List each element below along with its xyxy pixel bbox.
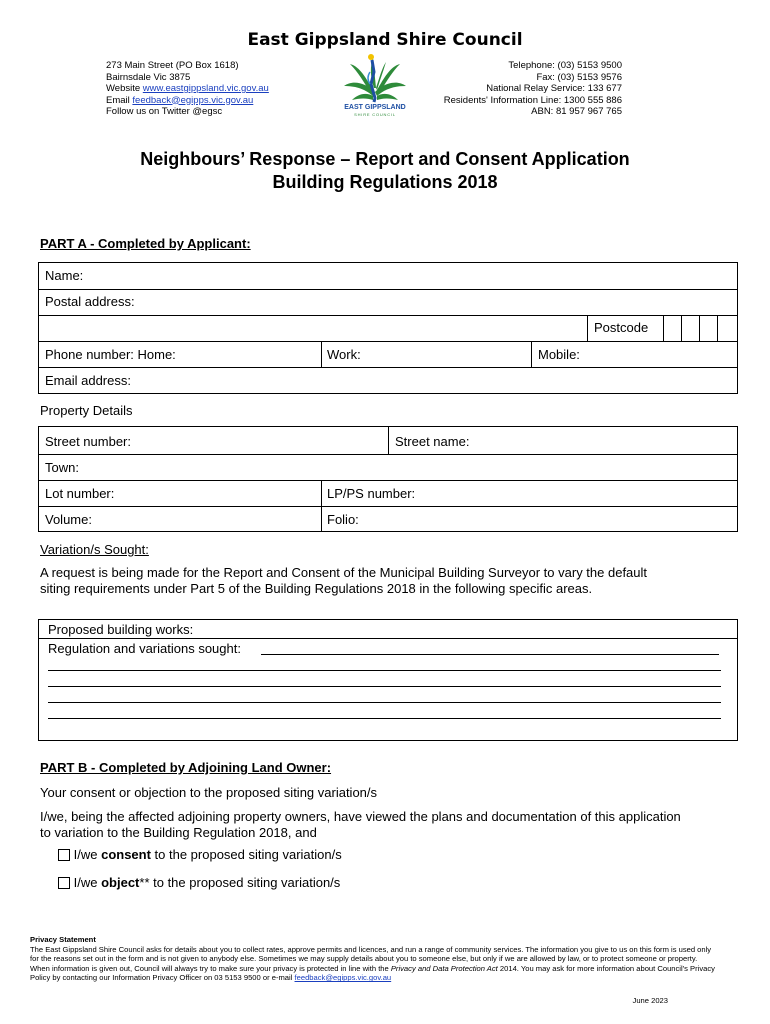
variations-heading: Variation/s Sought:	[40, 542, 149, 557]
title-line1: Neighbours’ Response – Report and Consent Application	[140, 149, 630, 169]
lot-number-label: Lot number:	[45, 486, 115, 501]
document-title	[0, 148, 770, 194]
privacy-statement	[30, 935, 720, 983]
object-checkbox[interactable]	[58, 877, 70, 889]
address-line2: Bairnsdale Vic 3875	[106, 71, 191, 83]
website-line	[106, 83, 269, 95]
object-option[interactable]	[58, 875, 340, 890]
work-label: Work:	[327, 347, 361, 362]
logo-subtext: SHIRE COUNCIL	[354, 112, 396, 117]
logo-text: EAST GIPPSLAND	[344, 104, 406, 111]
twitter-line: Follow us on Twitter @egsc	[106, 106, 223, 117]
regulation-line[interactable]	[48, 686, 721, 687]
privacy-text2b: 2014. You may ask for more information about Council's Privacy Policy by contacting our Information Privacy Officer on 03 5153 9500 or e-mail	[30, 963, 715, 983]
council-contact	[444, 60, 622, 118]
consent-pre: I/we	[73, 847, 102, 862]
part-b-heading: PART B - Completed by Adjoining Land Owner:	[40, 760, 332, 775]
proposed-works-label: Proposed building works:	[48, 622, 194, 637]
property-form	[38, 426, 738, 532]
mobile-label: Mobile:	[538, 347, 580, 362]
privacy-text1: The East Gippsland Shire Council asks for details about you to collect rates, approve permits and licences, and run a range of community services. The information you give to us on this form is used only for the reasons set out in the form and is not given to anybody else. Sometimes we may supply details about you to someone else, but only if we are allowed by law, or to protect someone or property.	[30, 944, 712, 964]
postcode-label: Postcode	[594, 320, 649, 335]
town-label: Town:	[45, 460, 79, 475]
telephone: Telephone: (03) 5153 9500	[508, 60, 622, 71]
phone-home-label: Phone number: Home:	[45, 347, 176, 362]
council-logo	[340, 52, 410, 118]
abn: ABN: 81 957 967 765	[531, 106, 622, 117]
name-label: Name:	[45, 268, 84, 283]
variations-text: A request is being made for the Report and Consent of the Municipal Building Surveyor to vary the default siting requirements under Part 5 of the Building Regulations 2018 in the following specific areas.	[40, 565, 648, 596]
volume-label: Volume:	[45, 512, 92, 527]
consent-option[interactable]	[58, 847, 342, 862]
relay-service: National Relay Service: 133 677	[486, 83, 622, 94]
applicant-form	[38, 262, 738, 394]
privacy-act-name: Privacy and Data Protection Act	[390, 963, 498, 973]
privacy-text2	[30, 964, 720, 983]
document-date: June 2023	[632, 996, 668, 1005]
email-address-label: Email address:	[45, 373, 131, 388]
privacy-heading: Privacy Statement	[30, 935, 96, 944]
email-line	[106, 95, 269, 107]
regulation-line[interactable]	[261, 654, 719, 655]
privacy-text2a: When information is given out, Council will always try to make sure your privacy is protected in line with the	[30, 963, 391, 973]
regulation-line[interactable]	[48, 670, 721, 671]
street-number-label: Street number:	[45, 434, 131, 449]
lpps-number-label: LP/PS number:	[327, 486, 416, 501]
regulation-line[interactable]	[48, 702, 721, 703]
object-post: ** to the proposed siting variation/s	[139, 875, 341, 890]
consent-checkbox[interactable]	[58, 849, 70, 861]
object-bold: object	[101, 875, 140, 890]
street-name-label: Street name:	[395, 434, 470, 449]
object-pre: I/we	[73, 875, 102, 890]
email-link[interactable]: feedback@egipps.vic.gov.au	[132, 94, 254, 106]
postal-address-label: Postal address:	[45, 294, 135, 309]
property-details-heading: Property Details	[40, 403, 133, 418]
privacy-email-link[interactable]: feedback@egipps.vic.gov.au	[294, 973, 392, 983]
part-a-heading: PART A - Completed by Applicant:	[40, 236, 251, 251]
consent-bold: consent	[101, 847, 151, 862]
folio-label: Folio:	[327, 512, 359, 527]
fax: Fax: (03) 5153 9576	[536, 71, 622, 83]
variations-box	[38, 619, 738, 741]
council-address	[106, 60, 269, 118]
regulation-sought-label: Regulation and variations sought:	[48, 641, 241, 656]
residents-line: Residents' Information Line: 1300 555 886	[443, 94, 622, 106]
website-label: Website	[106, 83, 143, 94]
title-line2: Building Regulations 2018	[272, 172, 498, 192]
regulation-line[interactable]	[48, 718, 721, 719]
statement-text: I/we, being the affected adjoining property owners, have viewed the plans and documentation of this application to variation to the Building Regulation 2018, and	[40, 809, 681, 840]
website-link[interactable]: www.eastgippsland.vic.gov.au	[142, 83, 269, 94]
council-name: East Gippsland Shire Council	[247, 30, 523, 50]
email-label: Email	[106, 94, 133, 106]
consent-post: to the proposed siting variation/s	[150, 847, 342, 862]
address-line1: 273 Main Street (PO Box 1618)	[106, 60, 239, 71]
consent-objection-heading: Your consent or objection to the proposed siting variation/s	[40, 785, 378, 800]
